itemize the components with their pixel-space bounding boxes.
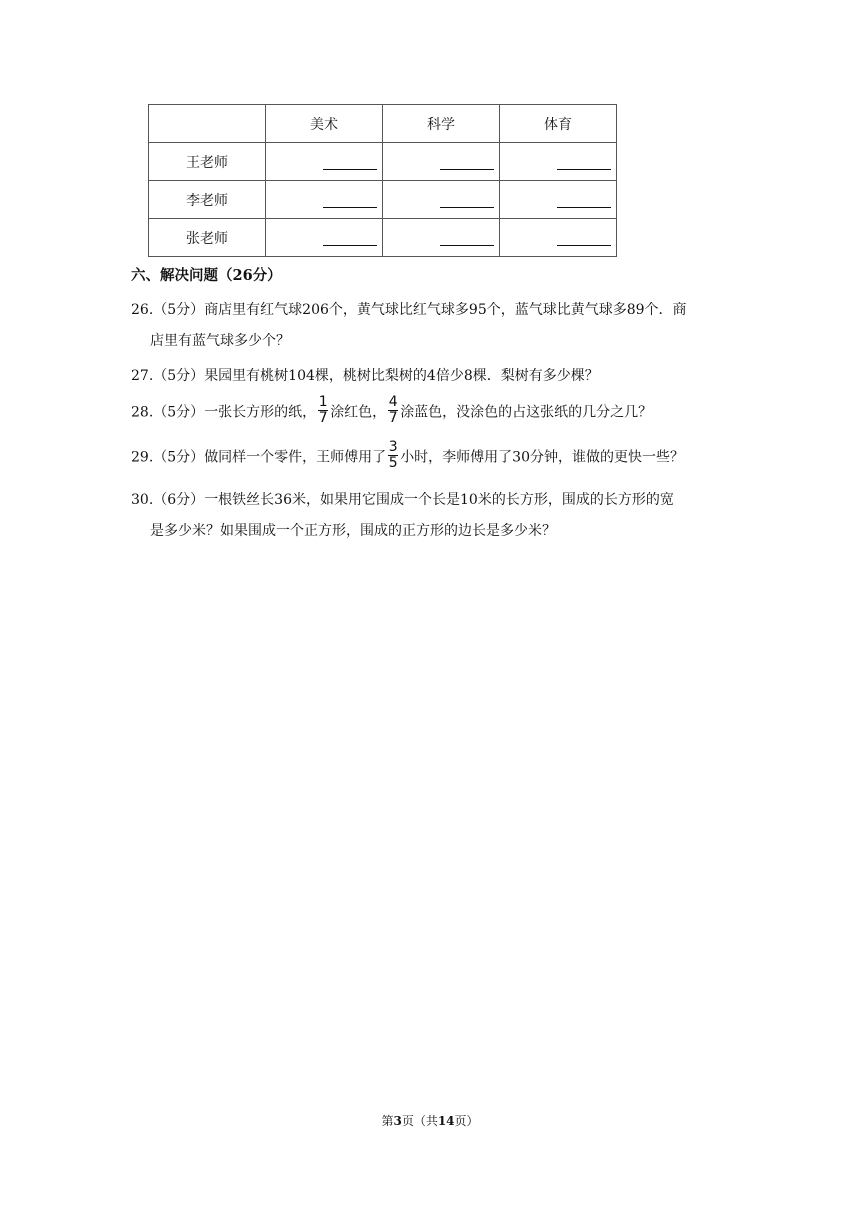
section-title: 六、解决问题（26分） (131, 267, 282, 284)
table-row (149, 219, 617, 257)
question-text: 涂红色， (330, 404, 387, 421)
fraction-denominator: 5 (388, 455, 398, 471)
answer-blank (500, 219, 617, 257)
blank-underline (440, 207, 494, 208)
question-number: 29. (131, 449, 154, 466)
answer-blank (266, 181, 383, 219)
blank-underline (323, 169, 377, 170)
question-points: （5分） (153, 404, 205, 421)
question-28 (131, 394, 741, 429)
question-text: 小时，李师傅用了30分钟，谁做的更快一些？ (400, 449, 685, 466)
footer-suffix: 页） (454, 1114, 479, 1128)
question-text-continued: 是多少米？如果围成一个正方形，围成的正方形的边长是多少米？ (150, 523, 556, 539)
fraction (318, 395, 328, 426)
question-number: 30. (131, 492, 154, 508)
question-text: 涂蓝色，没涂色的占这张纸的几分之几？ (400, 404, 653, 421)
question-text: 一张长方形的纸， (204, 404, 317, 421)
question-text: 做同样一个零件，王师傅用了 (204, 449, 387, 466)
blank-underline (557, 169, 611, 170)
question-number: 27. (131, 368, 154, 384)
question-number: 28. (131, 404, 154, 421)
footer-total-pages: 14 (437, 1114, 455, 1128)
fraction-denominator: 7 (318, 410, 328, 426)
question-29 (131, 439, 741, 474)
answer-blank (266, 143, 383, 181)
blank-underline (323, 245, 377, 246)
table-corner-cell (149, 105, 266, 143)
fraction (388, 440, 398, 471)
question-text: 一根铁丝长36米，如果用它围成一个长是10米的长方形，围成的长方形的宽 (204, 492, 674, 508)
blank-underline (557, 207, 611, 208)
table-header-row (149, 105, 617, 143)
question-26 (131, 295, 741, 357)
table-row (149, 143, 617, 181)
fraction-numerator: 1 (318, 394, 328, 410)
header-science: 科学 (383, 105, 500, 143)
answer-blank (500, 143, 617, 181)
row-label-li: 李老师 (149, 181, 266, 219)
blank-underline (323, 207, 377, 208)
row-label-zhang: 张老师 (149, 219, 266, 257)
blank-underline (440, 245, 494, 246)
header-pe: 体育 (500, 105, 617, 143)
question-points: （5分） (153, 302, 205, 318)
blank-underline (557, 245, 611, 246)
answer-blank (383, 181, 500, 219)
fraction-numerator: 4 (388, 394, 398, 410)
question-30 (131, 485, 741, 547)
question-text: 商店里有红气球206个，黄气球比红气球多95个，蓝气球比黄气球多89个．商 (204, 302, 687, 318)
footer-prefix: 第 (381, 1114, 394, 1128)
fraction-numerator: 3 (388, 439, 398, 455)
fraction-denominator: 7 (388, 410, 398, 426)
page-footer (0, 1112, 860, 1129)
question-points: （6分） (153, 492, 205, 508)
answer-blank (500, 181, 617, 219)
question-27 (131, 361, 741, 392)
footer-page-number: 3 (393, 1114, 402, 1128)
table-row (149, 181, 617, 219)
row-label-wang: 王老师 (149, 143, 266, 181)
question-points: （5分） (153, 368, 205, 384)
footer-middle: 页（共 (401, 1114, 438, 1128)
question-points: （5分） (153, 449, 205, 466)
header-art: 美术 (266, 105, 383, 143)
question-text-continued: 店里有蓝气球多少个？ (150, 333, 290, 349)
answer-blank (266, 219, 383, 257)
question-number: 26. (131, 302, 154, 318)
blank-underline (440, 169, 494, 170)
teacher-subject-table (148, 104, 617, 257)
question-text: 果园里有桃树104棵，桃树比梨树的4倍少8棵．梨树有多少棵？ (204, 368, 599, 384)
fraction (388, 395, 398, 426)
answer-blank (383, 143, 500, 181)
answer-blank (383, 219, 500, 257)
